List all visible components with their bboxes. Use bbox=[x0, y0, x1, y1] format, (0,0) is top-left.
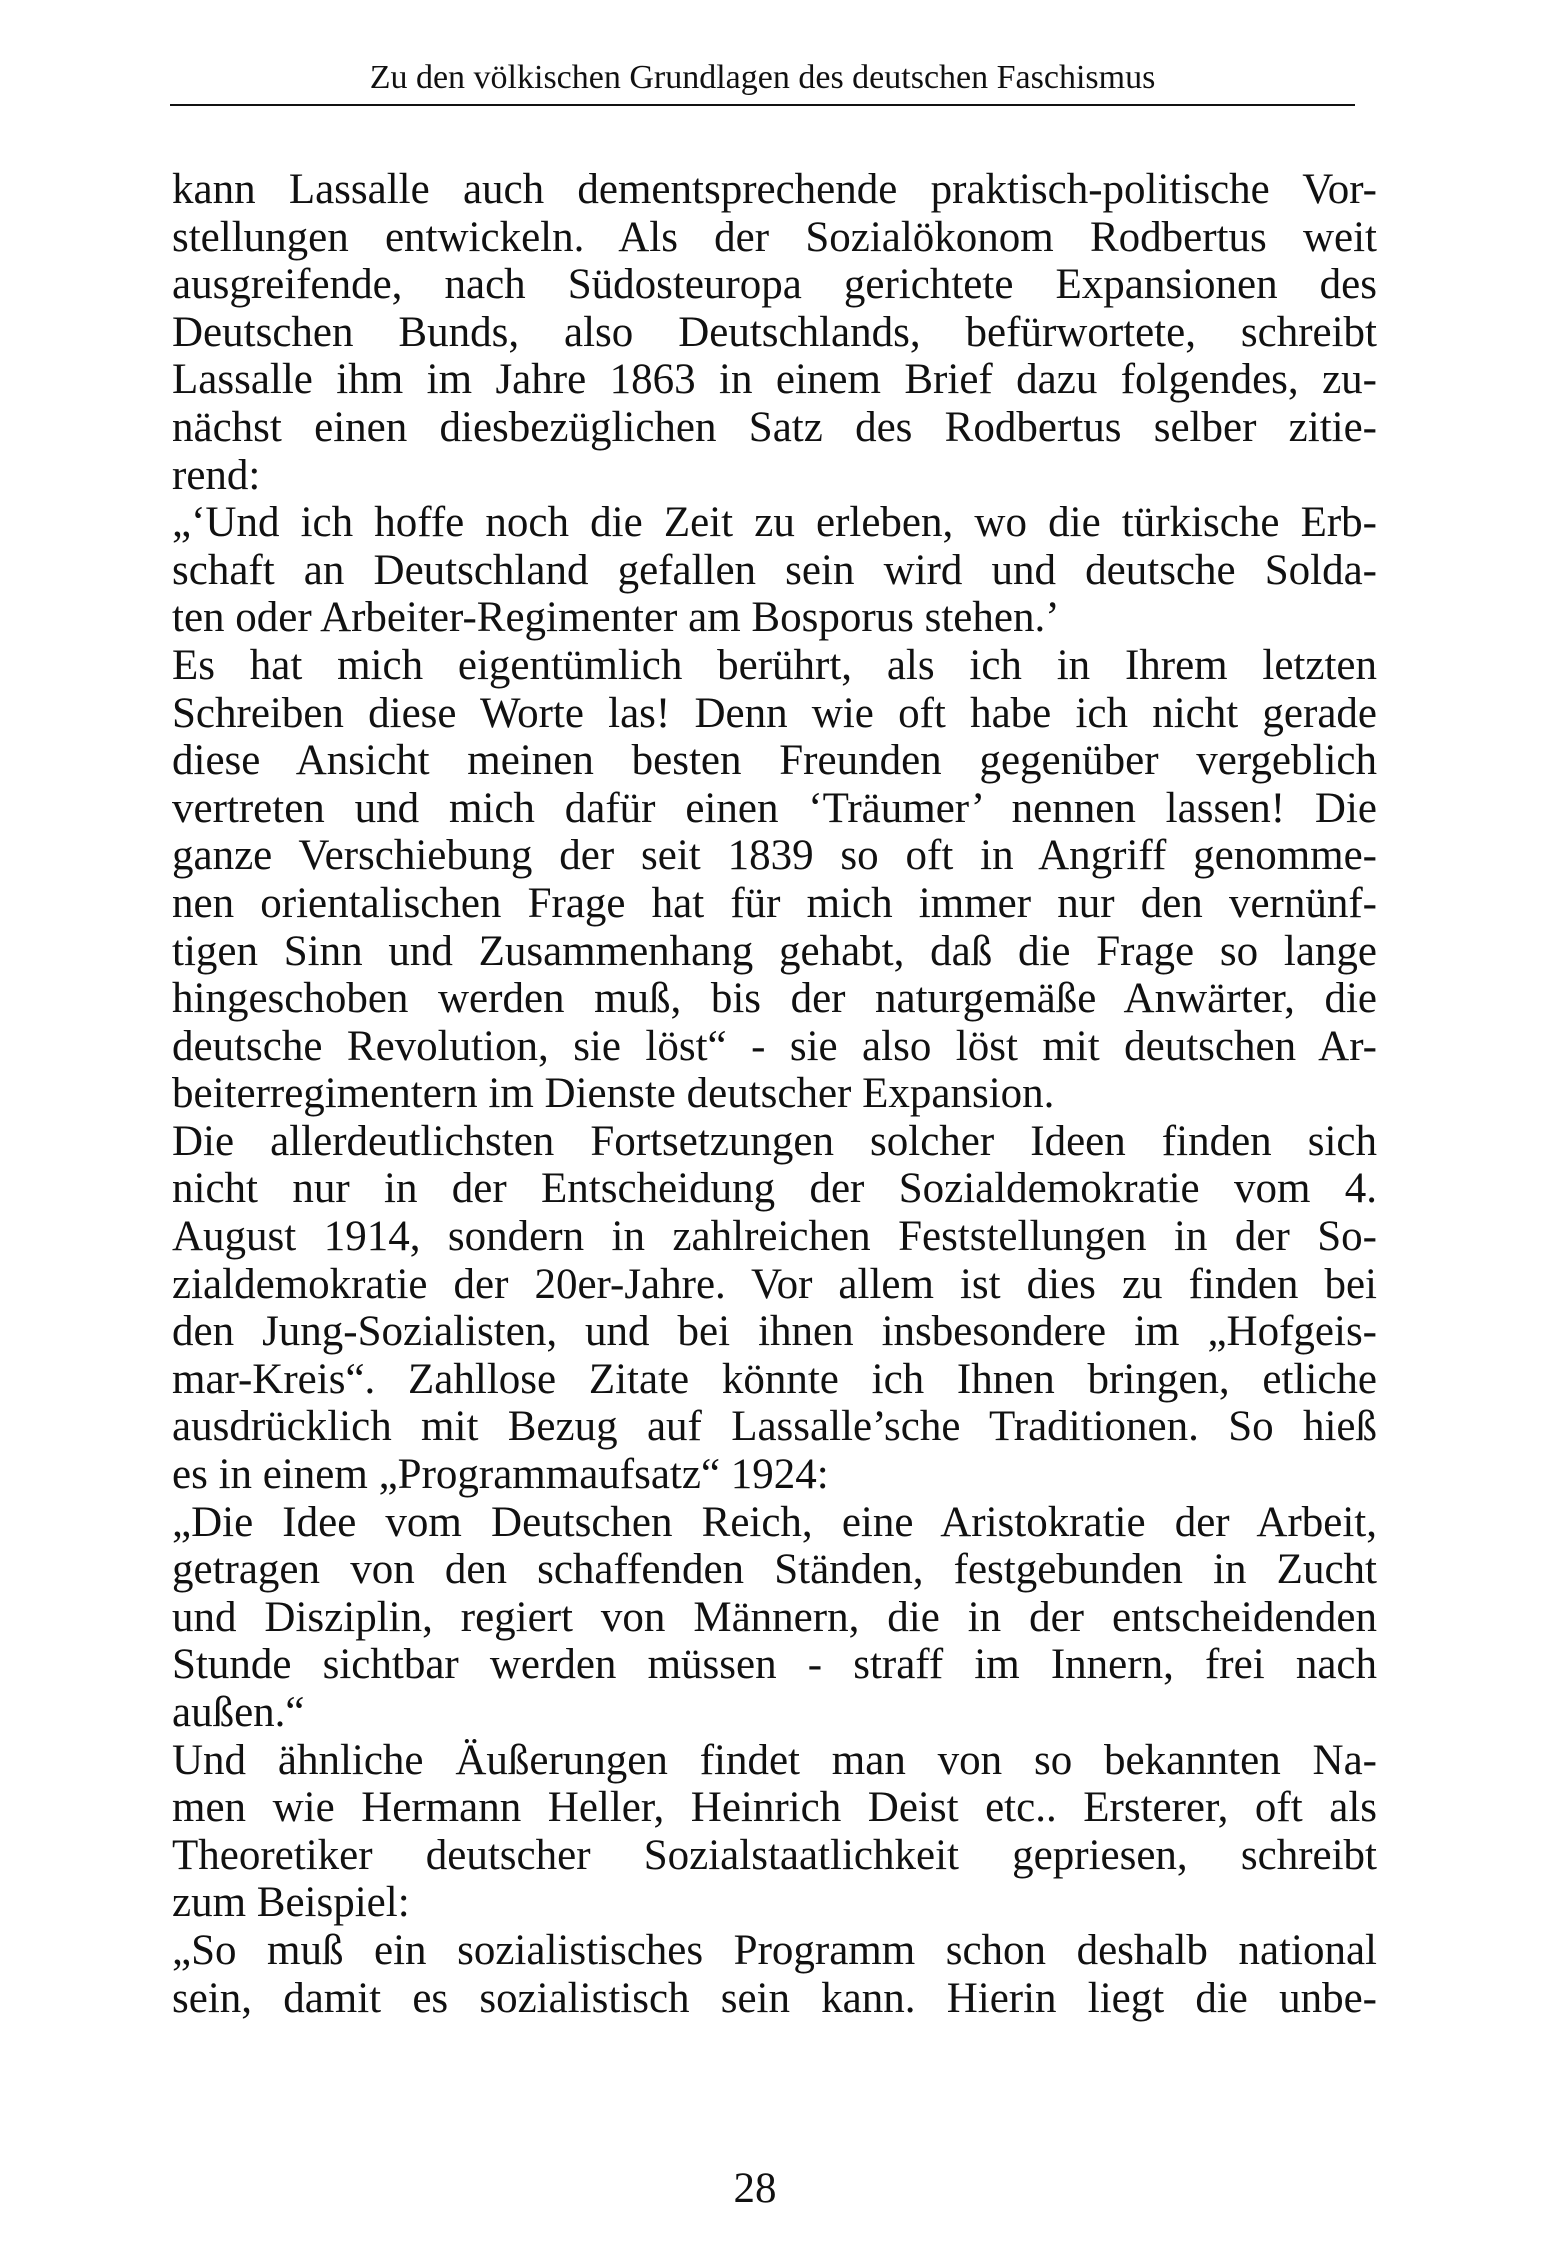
text-line: sein, damit es sozialistisch sein kann. Hierin liegt die unbe- bbox=[172, 1974, 1377, 2022]
text-line: „So muß ein sozialistisches Programm schon deshalb national bbox=[172, 1926, 1377, 1974]
text-line: Schreiben diese Worte las! Denn wie oft habe ich nicht gerade bbox=[172, 689, 1377, 737]
text-line: deutsche Revolution, sie löst“ - sie also löst mit deutschen Ar- bbox=[172, 1022, 1377, 1070]
running-header: Zu den völkischen Grundlagen des deutschen Faschismus bbox=[170, 58, 1355, 106]
text-line: „‘Und ich hoffe noch die Zeit zu erleben, wo die türkische Erb- bbox=[172, 499, 1377, 547]
text-line: getragen von den schaffenden Ständen, festgebunden in Zucht bbox=[172, 1546, 1377, 1594]
text-line: men wie Hermann Heller, Heinrich Deist etc.. Ersterer, oft als bbox=[172, 1784, 1377, 1832]
text-line: hingeschoben werden muß, bis der naturgemäße Anwärter, die bbox=[172, 975, 1377, 1023]
text-line: Theoretiker deutscher Sozialstaatlichkeit gepriesen, schreibt bbox=[172, 1831, 1377, 1879]
text-line: schaft an Deutschland gefallen sein wird und deutsche Solda- bbox=[172, 546, 1377, 594]
text-line: Es hat mich eigentümlich berührt, als ich in Ihrem letzten bbox=[172, 641, 1377, 689]
text-line: nen orientalischen Frage hat für mich immer nur den vernünf- bbox=[172, 879, 1377, 927]
text-line: außen.“ bbox=[172, 1689, 305, 1736]
text-line: ganze Verschiebung der seit 1839 so oft in Angriff genomme- bbox=[172, 832, 1377, 880]
text-line: und Disziplin, regiert von Männern, die in der entscheidenden bbox=[172, 1593, 1377, 1641]
text-line: zialdemokratie der 20er-Jahre. Vor allem ist dies zu finden bei bbox=[172, 1260, 1377, 1308]
text-line: nächst einen diesbezüglichen Satz des Rodbertus selber zitie- bbox=[172, 403, 1377, 451]
text-line: zum Beispiel: bbox=[172, 1879, 410, 1927]
text-line: den Jung-Sozialisten, und bei ihnen insbesondere im „Hofgeis- bbox=[172, 1308, 1377, 1356]
text-line: ausgreifende, nach Südosteuropa gerichtete Expansionen des bbox=[172, 261, 1377, 309]
text-line: vertreten und mich dafür einen ‘Träumer’ nennen lassen! Die bbox=[172, 784, 1377, 832]
text-line: rend: bbox=[172, 451, 261, 499]
text-line: diese Ansicht meinen besten Freunden gegenüber vergeblich bbox=[172, 737, 1377, 785]
text-line: beiterregimentern im Dienste deutscher Expansion. bbox=[172, 1070, 1055, 1118]
text-line: Und ähnliche Äußerungen findet man von so bekannten Na- bbox=[172, 1736, 1377, 1784]
text-line: Die allerdeutlichsten Fortsetzungen solcher Ideen finden sich bbox=[172, 1117, 1377, 1165]
text-line: Stunde sichtbar werden müssen - straff im Innern, frei nach bbox=[172, 1641, 1377, 1689]
text-line: Deutschen Bunds, also Deutschlands, befürwortete, schreibt bbox=[172, 308, 1377, 356]
body-text bbox=[172, 166, 1377, 2022]
text-line: August 1914, sondern in zahlreichen Feststellungen in der So- bbox=[172, 1213, 1377, 1261]
text-line: nicht nur in der Entscheidung der Sozialdemokratie vom 4. bbox=[172, 1165, 1377, 1213]
text-line: kann Lassalle auch dementsprechende praktisch-politische Vor- bbox=[172, 166, 1377, 213]
page-number: 28 bbox=[733, 2165, 777, 2212]
text-line: es in einem „Programmaufsatz“ 1924: bbox=[172, 1451, 829, 1499]
text-line: „Die Idee vom Deutschen Reich, eine Aristokratie der Arbeit, bbox=[172, 1498, 1377, 1546]
text-line: Lassalle ihm im Jahre 1863 in einem Brief dazu folgendes, zu- bbox=[172, 356, 1377, 404]
text-line: ausdrücklich mit Bezug auf Lassalle’sche Traditionen. So hieß bbox=[172, 1403, 1377, 1451]
text-line: tigen Sinn und Zusammenhang gehabt, daß die Frage so lange bbox=[172, 927, 1377, 975]
text-line: mar-Kreis“. Zahllose Zitate könnte ich Ihnen bringen, etliche bbox=[172, 1355, 1377, 1403]
text-line: stellungen entwickeln. Als der Sozialökonom Rodbertus weit bbox=[172, 213, 1377, 261]
text-line: ten oder Arbeiter-Regimenter am Bosporus stehen.’ bbox=[172, 594, 1060, 642]
